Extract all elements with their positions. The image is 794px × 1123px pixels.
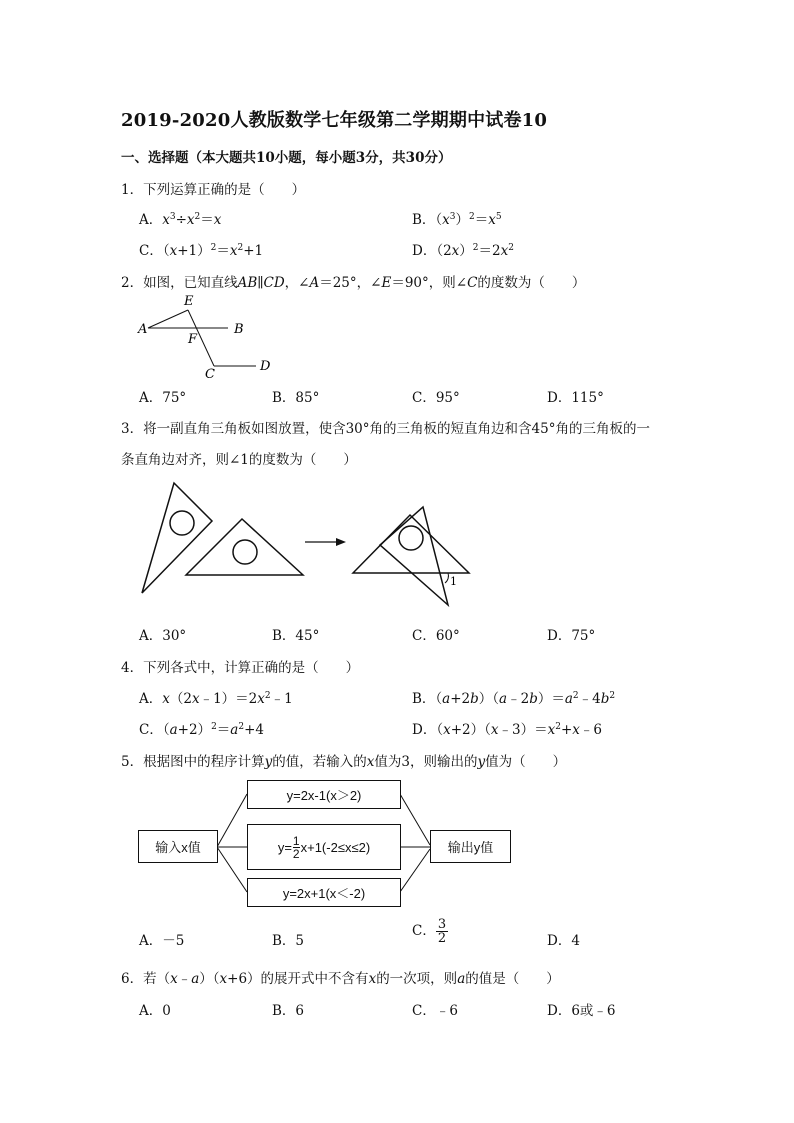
question-5-stem: 5．根据图中的程序计算y的值，若输入的x值为3，则输出的y值为（ ） bbox=[121, 754, 567, 770]
question-6-option-d: D．6或﹣6 bbox=[547, 1003, 616, 1019]
question-3-stem-line2: 条直角边对齐，则∠1的度数为（ ） bbox=[121, 452, 357, 468]
question-3-option-a: A．30° bbox=[139, 628, 187, 644]
label-e: E bbox=[184, 294, 194, 309]
question-5-option-a: A．－5 bbox=[139, 933, 185, 949]
question-6-option-a: A．0 bbox=[139, 1003, 171, 1019]
question-4-stem: 4．下列各式中，计算正确的是（ ） bbox=[121, 660, 360, 676]
question-3-option-b: B．45° bbox=[272, 628, 320, 644]
label-c: C bbox=[205, 367, 215, 382]
question-3-stem-line1: 3．将一副直角三角板如图放置，使含30°角的三角板的短直角边和含45°角的三角板的一 bbox=[121, 421, 650, 437]
question-5-option-b: B．5 bbox=[272, 933, 305, 949]
question-2-option-a: A．75° bbox=[139, 390, 187, 406]
question-6-option-b: B．6 bbox=[272, 1003, 305, 1019]
section-heading: 一、选择题（本大题共10小题，每小题3分，共30分） bbox=[121, 150, 452, 166]
question-5-option-c: C． $\frac{3}{2}$ bbox=[412, 917, 447, 946]
flow-branch-top: y=2x-1(x＞2) bbox=[247, 780, 401, 809]
flow-branch-bottom: y=2x+1(x＜-2) bbox=[247, 878, 401, 907]
flow-output-box: 输出y值 bbox=[430, 830, 511, 863]
question-3-option-d: D．75° bbox=[547, 628, 596, 644]
question-2-option-b: B．85° bbox=[272, 390, 320, 406]
question-1-option-a: A．$x^3\div x^2=x$ bbox=[139, 212, 222, 228]
question-4-option-d: D．$(x+2)(x﹣3)=x^2+x﹣6$ bbox=[412, 722, 602, 738]
question-5-option-d: D．4 bbox=[547, 933, 580, 949]
flow-input-box: 输入x值 bbox=[138, 830, 218, 863]
question-1-option-c: C．$(x+1)^2=x^2+1$ bbox=[139, 243, 264, 259]
question-4-option-c: C．$(a+2)^2=a^2+4$ bbox=[139, 722, 264, 738]
label-f: F bbox=[188, 332, 198, 347]
label-d: D bbox=[260, 359, 271, 374]
question-6-option-c: C．﹣6 bbox=[412, 1003, 458, 1019]
question-4-option-a: A．$x(2x﹣1)=2x^2﹣1$ bbox=[139, 691, 293, 707]
question-2-option-c: C．95° bbox=[412, 390, 460, 406]
question-2-option-d: D．115° bbox=[547, 390, 604, 406]
label-b: B bbox=[234, 322, 244, 337]
angle-1-label: 1 bbox=[450, 575, 457, 588]
question-2-stem: 2．如图，已知直线AB∥CD，∠A＝25°，∠E＝90°，则∠C的度数为（ ） bbox=[121, 275, 586, 291]
question-4-option-b: B．$(a+2b)(a﹣2b)=a^2﹣4b^2$ bbox=[412, 691, 616, 707]
question-3-option-c: C．60° bbox=[412, 628, 460, 644]
question-1-stem: 1．下列运算正确的是（ ） bbox=[121, 182, 306, 198]
flow-branch-middle: y= $\frac{1}{2}$ x+1(-2≤x≤2) bbox=[247, 824, 401, 870]
label-a: A bbox=[138, 322, 148, 337]
question-6-stem: 6．若（x﹣a）（x+6）的展开式中不含有x的一次项，则a的值是（ ） bbox=[121, 971, 560, 987]
question-1-option-b: B．$(x^3)^2=x^5$ bbox=[412, 212, 502, 228]
page-title: 2019-2020人教版数学七年级第二学期期中试卷10 bbox=[121, 110, 548, 131]
question-1-option-d: D．$(2x)^2=2x^2$ bbox=[412, 243, 514, 259]
